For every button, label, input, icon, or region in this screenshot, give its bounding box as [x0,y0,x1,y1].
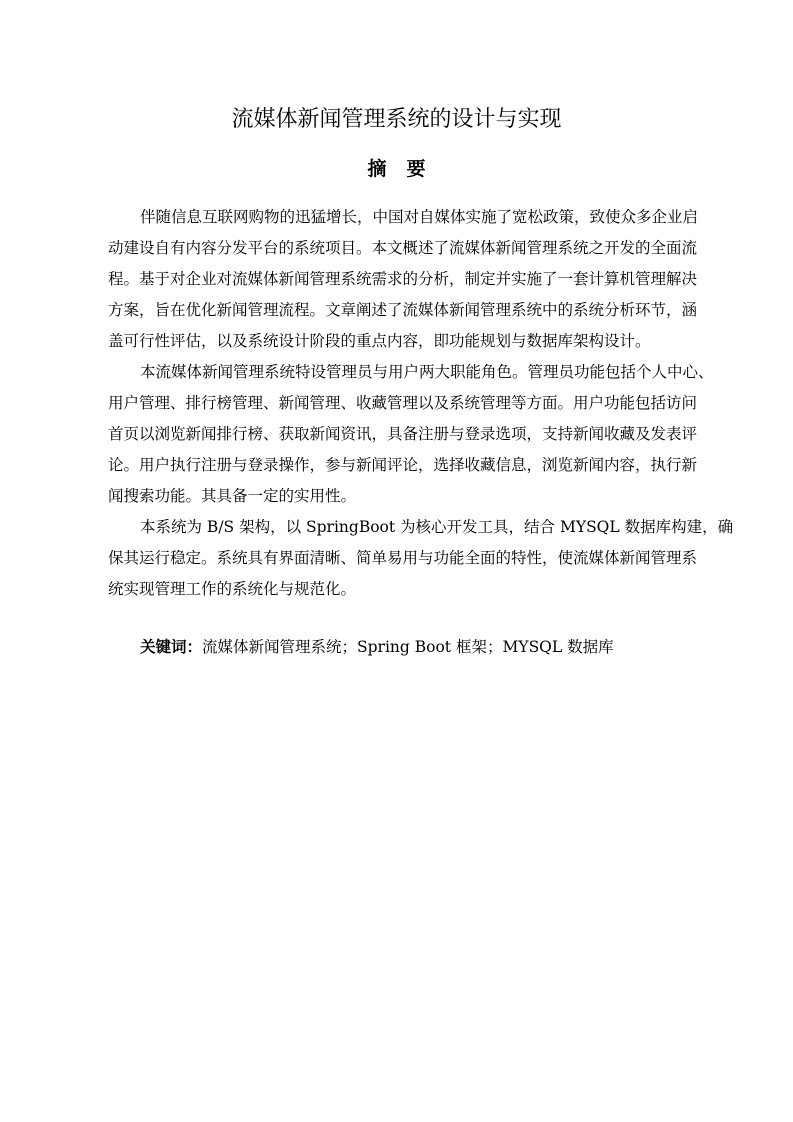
keywords-label: 关键词： [140,638,203,656]
abstract-paragraph [108,512,734,605]
paragraph-line: 动建设自有内容分发平台的系统项目。本文概述了流媒体新闻管理系统之开发的全面流 [108,239,698,257]
document-title: 流媒体新闻管理系统的设计与实现 [231,107,562,132]
paragraph-line: 保其运行稳定。系统具有界面清晰、简单易用与功能全面的特性，使流媒体新闻管理系 [108,549,698,567]
paragraph-line: 本系统为 B/S 架构，以 SpringBoot 为核心开发工具，结合 MYSQL 数据库构建，确 [140,518,734,536]
paragraph-line: 首页以浏览新闻排行榜、获取新闻资讯，具备注册与登录选项，支持新闻收藏及发表评 [108,425,698,443]
paragraph-line: 伴随信息互联网购物的迅猛增长，中国对自媒体实施了宽松政策，致使众多企业启 [140,208,699,226]
paragraph-line: 用户管理、排行榜管理、新闻管理、收藏管理以及系统管理等方面。用户功能包括访问 [108,394,698,412]
paragraph-line: 方案，旨在优化新闻管理流程。文章阐述了流媒体新闻管理系统中的系统分析环节，涵 [108,301,698,319]
keywords-line [108,634,614,660]
abstract-paragraph [108,202,699,357]
paragraph-line: 闻搜索功能。其具备一定的实用性。 [108,487,357,505]
keywords-text: 流媒体新闻管理系统；Spring Boot 框架；MYSQL 数据库 [202,638,614,656]
abstract-heading: 摘要 [367,158,446,180]
paragraph-line: 统实现管理工作的系统化与规范化。 [108,580,357,598]
paragraph-line: 程。基于对企业对流媒体新闻管理系统需求的分析，制定并实施了一套计算机管理解决 [108,270,698,288]
paragraph-line: 本流媒体新闻管理系统特设管理员与用户两大职能角色。管理员功能包括个人中心、 [140,363,714,381]
paragraph-line: 论。用户执行注册与登录操作，参与新闻评论，选择收藏信息，浏览新闻内容，执行新 [108,456,698,474]
paragraph-line: 盖可行性评估，以及系统设计阶段的重点内容，即功能规划与数据库架构设计。 [108,332,651,350]
abstract-body [108,202,734,605]
abstract-paragraph [108,357,714,512]
